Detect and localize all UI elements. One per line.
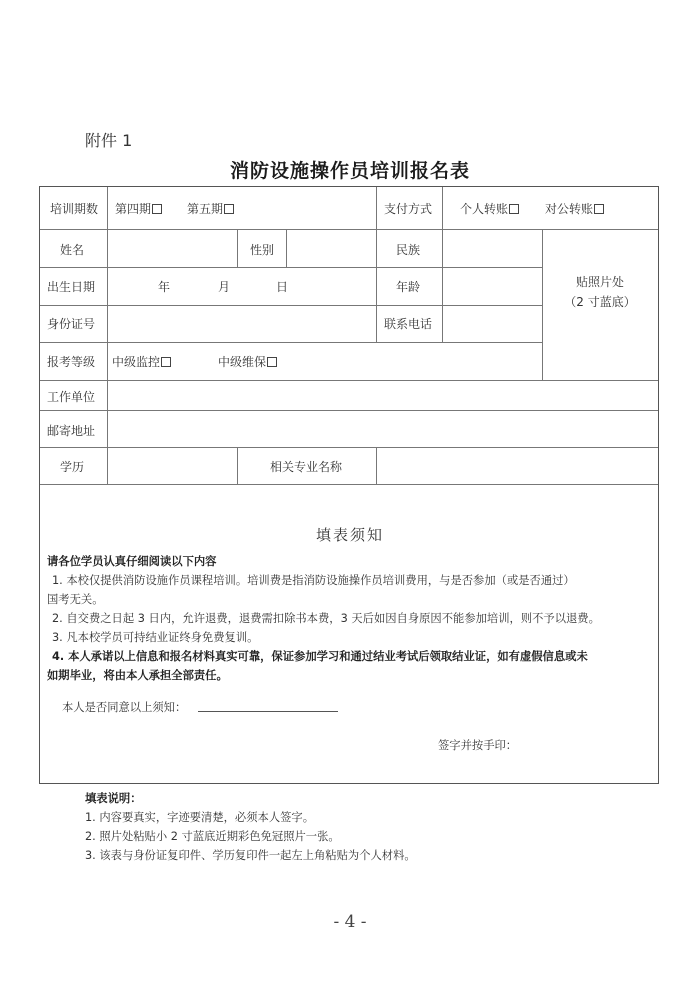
id-number-label: 身份证号	[47, 317, 96, 331]
pay-personal-label: 个人转账	[460, 202, 509, 216]
level-maintain-option[interactable]	[218, 353, 277, 370]
age-label: 年龄	[396, 280, 421, 294]
col-divider	[237, 447, 238, 484]
notice-item-3: 3. 凡本校学员可持结业证终身免费复训。	[52, 631, 259, 644]
row-divider	[40, 484, 658, 485]
fill-instruction-1: 1. 内容要真实，字迹要清楚，必须本人签字。	[85, 811, 315, 824]
period-4-label: 第四期	[115, 202, 152, 216]
ethnicity-label: 民族	[396, 243, 421, 257]
col-divider	[376, 187, 377, 342]
training-period-label: 培训期数	[50, 202, 99, 216]
fill-instruction-2: 2. 照片处粘贴小 2 寸蓝底近期彩色免冠照片一张。	[85, 830, 340, 843]
col-divider	[376, 447, 377, 484]
major-label: 相关专业名称	[270, 460, 343, 474]
phone-label: 联系电话	[384, 317, 433, 331]
fill-instruction-3: 3. 该表与身份证复印件、学历复印件一起左上角粘贴为个人材料。	[85, 849, 416, 862]
notice-item-1-cont: 国考无关。	[47, 593, 104, 606]
col-divider	[442, 187, 443, 342]
pay-corporate-label: 对公转账	[545, 202, 594, 216]
period-4-option[interactable]	[115, 200, 162, 217]
row-divider	[40, 229, 658, 230]
row-divider	[40, 380, 658, 381]
notice-item-2: 2. 自交费之日起 3 日内，允许退费，退费需扣除书本费，3 天后如因自身原因不能参加培训，则不予以退费。	[52, 612, 600, 625]
pay-personal-checkbox[interactable]	[509, 204, 519, 214]
address-label: 邮寄地址	[47, 424, 96, 438]
agree-label: 本人是否同意以上须知：	[62, 701, 187, 714]
row-divider	[40, 342, 542, 343]
pay-corporate-option[interactable]	[545, 200, 604, 217]
notice-item-4-cont: 如期毕业，将由本人承担全部责任。	[47, 669, 228, 682]
registration-form	[39, 186, 659, 784]
photo-area-size: （2 寸蓝底）	[564, 295, 636, 309]
name-label: 姓名	[60, 243, 85, 257]
notice-item-4: 4. 本人承诺以上信息和报名材料真实可靠，保证参加学习和通过结业考试后领取结业证，如有虚假信息或未	[52, 650, 588, 663]
notice-intro: 请各位学员认真仔细阅读以下内容	[47, 555, 217, 568]
level-monitor-checkbox[interactable]	[161, 357, 171, 367]
row-divider	[40, 410, 658, 411]
notice-item-1: 1. 本校仅提供消防设施作员课程培训。培训费是指消防设施操作员培训费用，与是否参加（或是否通过）	[52, 574, 575, 587]
payment-label: 支付方式	[384, 202, 433, 216]
pay-personal-option[interactable]	[460, 200, 519, 217]
day-label: 日	[276, 280, 289, 294]
period-5-option[interactable]	[187, 200, 234, 217]
fill-instructions-title: 填表说明：	[85, 792, 142, 805]
birth-date-label: 出生日期	[47, 280, 96, 294]
pay-corporate-checkbox[interactable]	[594, 204, 604, 214]
agree-input-line[interactable]	[198, 711, 338, 712]
row-divider	[40, 305, 542, 306]
level-monitor-option[interactable]	[112, 353, 171, 370]
notice-title: 填表须知	[315, 526, 384, 544]
education-label: 学历	[60, 460, 85, 474]
photo-area-label: 贴照片处	[575, 275, 624, 289]
col-divider	[237, 229, 238, 267]
level-maintain-label: 中级维保	[218, 355, 267, 369]
level-monitor-label: 中级监控	[112, 355, 161, 369]
col-divider	[107, 187, 108, 484]
row-divider	[40, 267, 542, 268]
attachment-label: 附件 1	[85, 131, 133, 150]
row-divider	[40, 447, 658, 448]
form-title: 消防设施操作员培训报名表	[229, 160, 470, 182]
period-5-checkbox[interactable]	[224, 204, 234, 214]
year-label: 年	[158, 280, 171, 294]
exam-level-label: 报考等级	[47, 355, 96, 369]
level-maintain-checkbox[interactable]	[267, 357, 277, 367]
period-5-label: 第五期	[187, 202, 224, 216]
period-4-checkbox[interactable]	[152, 204, 162, 214]
col-divider	[286, 229, 287, 267]
gender-label: 性别	[250, 243, 275, 257]
signature-label: 签字并按手印：	[438, 739, 518, 752]
page-number: - 4 -	[333, 912, 367, 932]
month-label: 月	[218, 280, 231, 294]
workplace-label: 工作单位	[47, 390, 96, 404]
